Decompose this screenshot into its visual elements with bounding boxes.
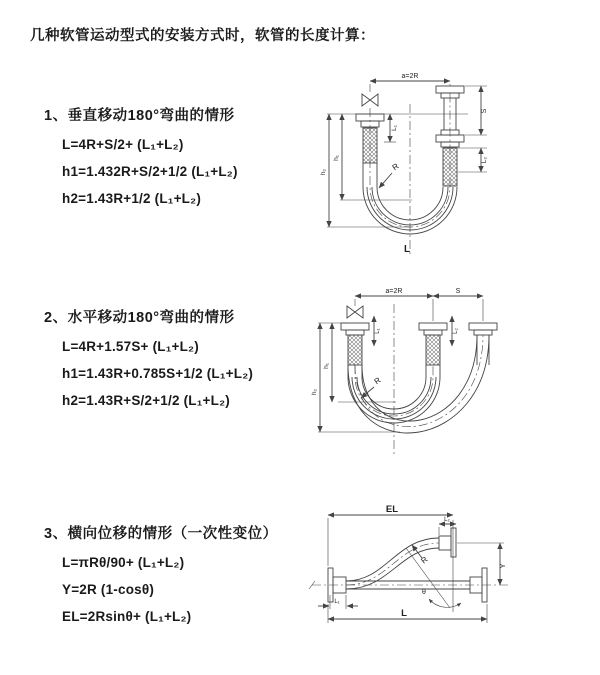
braided-hose-section-left (363, 128, 377, 163)
braided-hose-section-middle (426, 335, 440, 365)
dim-label-h2: h₂ (320, 168, 327, 176)
formula-length: L=4R+1.57S+ (L₁+L₂) (62, 339, 199, 354)
diagram-vertical-180-bend (300, 68, 590, 258)
dim-label-l2: L₂ (453, 328, 459, 334)
angle-arc (429, 599, 461, 607)
dim-label-a2r: a=2R (385, 288, 403, 295)
formula-length: L=πRθ/90+ (L₁+L₂) (62, 555, 185, 570)
section-horizontal-movement (44, 306, 314, 420)
valve-icon (347, 306, 363, 318)
valve-icon (362, 94, 378, 106)
dim-label-h2: h₂ (311, 388, 318, 396)
dim-label-s: S (481, 108, 488, 114)
diagram-horizontal-180-bend (300, 282, 600, 462)
dim-label-l2: L₂ (444, 517, 450, 523)
flange-fitting-middle (419, 323, 447, 335)
section-3-formulas (62, 555, 314, 624)
flange-fitting-right (469, 323, 497, 335)
braided-hose-section-left (348, 335, 362, 365)
dim-label-l2: L₂ (481, 156, 488, 164)
formula-el: EL=2Rsinθ+ (L₁+L₂) (62, 609, 192, 624)
dim-label-l: L (403, 244, 411, 255)
dim-label-r: R (419, 554, 430, 566)
formula-length: L=4R+S/2+ (L₁+L₂) (62, 137, 184, 152)
dim-label-s: S (455, 288, 461, 295)
formula-h2: h2=1.43R+S/2+1/2 (L₁+L₂) (62, 393, 230, 408)
dim-label-a2r: a=2R (401, 73, 419, 80)
flange-fitting-displaced (439, 528, 456, 557)
section-2-heading: 2、水平移动180°弯曲的情形 (44, 310, 235, 326)
formula-h2: h2=1.43R+1/2 (L₁+L₂) (62, 191, 202, 206)
braided-hose-section-right (443, 148, 457, 186)
dim-label-r: R (390, 161, 401, 173)
diagram-3-linework (309, 515, 508, 623)
section-lateral-displacement (44, 522, 314, 636)
section-1-heading: 1、垂直移动180°弯曲的情形 (44, 108, 235, 124)
diagram-1-labels (320, 73, 488, 255)
dim-label-el: EL (385, 504, 399, 515)
section-3-heading: 3、横向位移的情形（一次性变位） (44, 526, 278, 542)
dim-label-l: L (401, 608, 407, 619)
hose-u-bend-moved (348, 335, 489, 433)
dim-label-h1: h₁ (333, 155, 340, 161)
formula-h1: h1=1.432R+S/2+1/2 (L₁+L₂) (62, 164, 238, 179)
formula-h1: h1=1.43R+0.785S+1/2 (L₁+L₂) (62, 366, 254, 381)
section-2-formulas (62, 339, 314, 408)
diagram-1-linework (327, 81, 487, 254)
formula-y: Y=2R (1-cosθ) (62, 582, 155, 597)
dim-label-theta: θ (422, 589, 426, 596)
dim-label-l1: L₁ (375, 328, 381, 334)
dim-label-y: Y (498, 563, 507, 569)
section-1-formulas (62, 137, 314, 206)
dim-label-h1: h₁ (323, 363, 330, 369)
diagram-lateral-displacement (300, 498, 600, 658)
dim-label-l1: L₁ (391, 125, 398, 131)
dim-label-r: R (372, 375, 383, 387)
flange-fitting-left (341, 323, 369, 335)
section-vertical-movement (44, 104, 314, 218)
diagram-3-labels (334, 504, 507, 619)
diagram-2-linework (318, 296, 497, 456)
dim-label-l1: L₁ (334, 599, 340, 605)
page-title: 几种软管运动型式的安装方式时，软管的长度计算： (30, 28, 375, 44)
